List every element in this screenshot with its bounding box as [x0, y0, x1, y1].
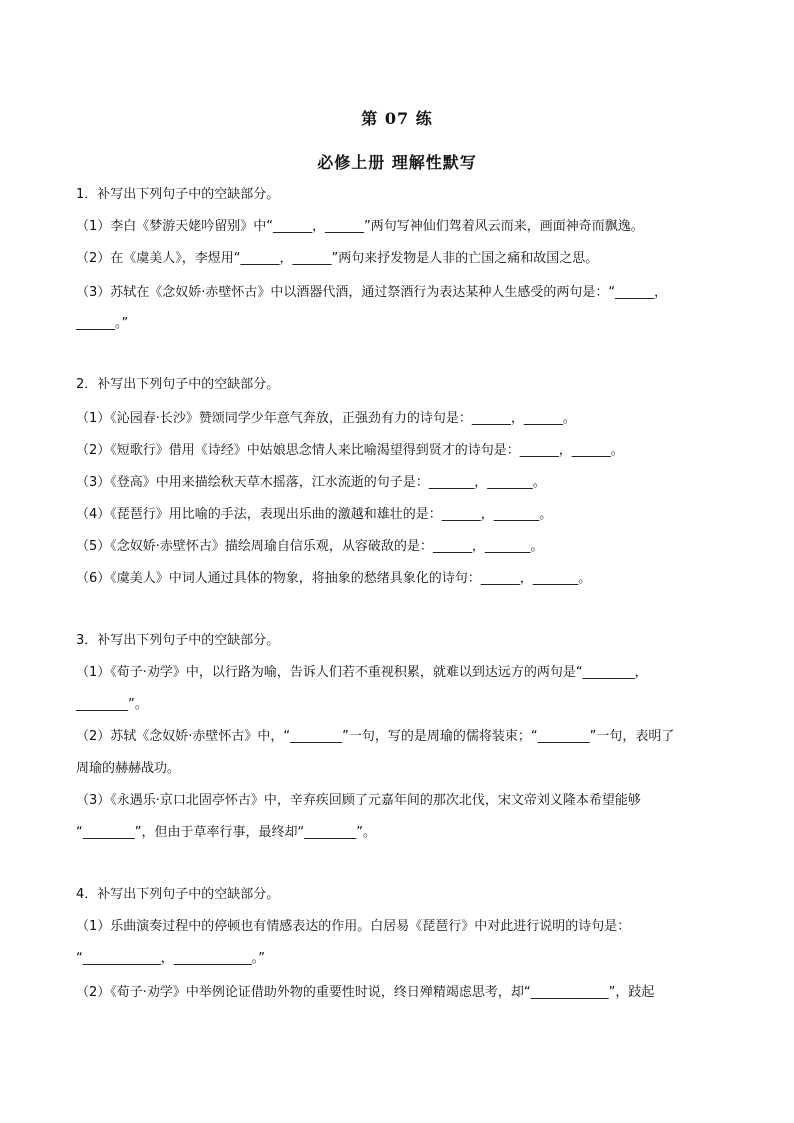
question-3-line-2: ________”。	[76, 697, 148, 712]
question-4-line-3: （2）《荀子·劝学》中举例论证借助外物的重要性时说，终日殚精竭虑思考，却“____________”，跂起	[76, 985, 655, 1000]
question-1-line-3: （3）苏轼在《念奴娇·赤壁怀古》中以酒器代酒，通过祭酒行为表达某种人生感受的两句是：“______，	[76, 285, 668, 300]
page-title: 第 07 练	[361, 109, 433, 128]
question-1-line-2: （2）在《虞美人》，李煜用“______，______”两句来抒发物是人非的亡国之痛和故国之思。	[76, 251, 599, 266]
question-1-line-4: ______。”	[76, 316, 129, 331]
question-4-heading: 4．补写出下列句子中的空缺部分。	[76, 887, 280, 902]
question-1-line-1: （1）李白《梦游天姥吟留别》中“______，______”两句写神仙们驾着风云而来，画面神奇而飘逸。	[76, 219, 644, 234]
question-1-heading: 1．补写出下列句子中的空缺部分。	[76, 187, 280, 202]
page-subtitle: 必修上册 理解性默写	[317, 153, 477, 172]
question-2-line-5: （5）《念奴娇·赤壁怀古》描绘周瑜自信乐观，从容破敌的是：______，_______。	[76, 539, 544, 554]
question-3-line-6: “________”，但由于草率行事，最终却“________”。	[76, 825, 376, 840]
question-3-line-5: （3）《永遇乐·京口北固亭怀古》中，辛弃疾回顾了元嘉年间的那次北伐，宋文帝刘义隆本希望能够	[76, 793, 641, 808]
question-3-heading: 3．补写出下列句子中的空缺部分。	[76, 633, 280, 648]
question-2-line-3: （3）《登高》中用来描绘秋天草木摇落，江水流逝的句子是：_______，_______。	[76, 475, 546, 490]
question-2-line-6: （6）《虞美人》中词人通过具体的物象，将抽象的愁绪具象化的诗句：______，_______。	[76, 571, 592, 586]
question-2-line-2: （2）《短歌行》借用《诗经》中姑娘思念情人来比喻渴望得到贤才的诗句是：______，______。	[76, 443, 624, 458]
question-2-heading: 2．补写出下列句子中的空缺部分。	[76, 377, 280, 392]
question-4-line-2: “____________，____________。”	[76, 951, 265, 966]
question-2-line-1: （1）《沁园春·长沙》赞颂同学少年意气奔放，正强劲有力的诗句是：______，______。	[76, 411, 576, 426]
question-4-line-1: （1）乐曲演奏过程中的停顿也有情感表达的作用。白居易《琵琶行》中对此进行说明的诗句是：	[76, 919, 631, 934]
question-3-line-3: （2）苏轼《念奴娇·赤壁怀古》中，“________”一句，写的是周瑜的儒将装束；“________”一句，表明了	[76, 729, 675, 744]
question-2-line-4: （4）《琵琶行》用比喻的手法，表现出乐曲的激越和雄壮的是：______，_______。	[76, 507, 553, 522]
question-3-line-1: （1）《荀子·劝学》中，以行路为喻，告诉人们若不重视积累，就难以到达远方的两句是“________，	[76, 665, 648, 680]
question-3-line-4: 周瑜的赫赫战功。	[76, 761, 181, 776]
